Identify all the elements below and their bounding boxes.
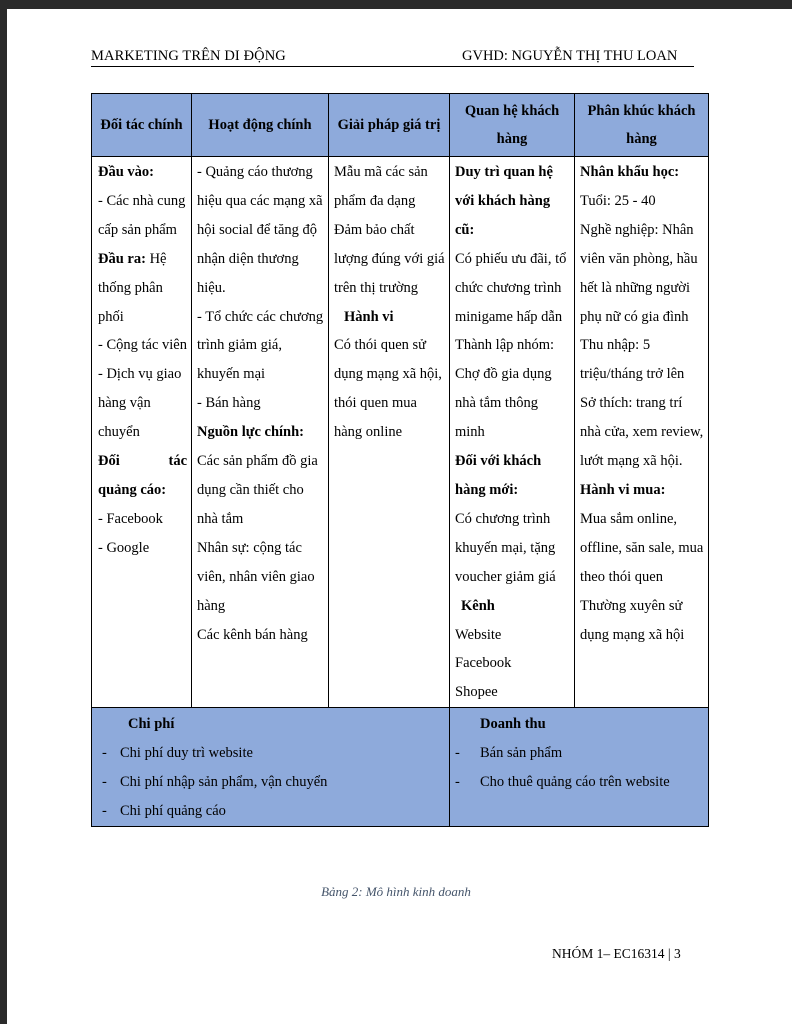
header-rule (91, 66, 694, 67)
segment-frequent: Thường xuyên sử dụng mạng xã hội (580, 597, 685, 643)
revenue-item: Bán sản phẩm (480, 745, 563, 762)
activity-item: - Bán hàng (197, 395, 261, 412)
cell-key-partners (92, 157, 192, 708)
old-customer-label: Duy trì quan hệ với khách hàng cũ: (455, 164, 553, 238)
col-header-key-activities: Hoạt động chính (192, 94, 329, 157)
ads-item: - Facebook (98, 510, 163, 527)
cost-item: Chi phí nhập sản phẩm, vận chuyển (120, 774, 328, 791)
cell-value-proposition (329, 157, 450, 708)
list-item: - Chi phí duy trì website (92, 739, 449, 768)
list-item: - Bán sản phẩm (450, 739, 708, 768)
col-header-customer-segments: Phân khúc khách hàng (575, 94, 709, 157)
segment-income: Thu nhập: 5 triệu/tháng trở lên (580, 337, 685, 383)
old-customer-text: Có phiếu ưu đãi, tổ chức chương trình minigame hấp dẫn (455, 250, 567, 325)
window-top-bar (0, 0, 792, 9)
list-item: - Chi phí nhập sản phẩm, vận chuyển (92, 768, 449, 797)
cell-cost-structure (92, 708, 450, 827)
table-caption: Bảng 2: Mô hình kinh doanh (321, 884, 471, 899)
segment-hobby: Sở thích: trang trí nhà cửa, xem review, lướt mạng xã hội. (580, 395, 704, 470)
table-header-row (92, 94, 709, 157)
activity-item: - Tổ chức các chương trình giảm giá, khuyến mại (197, 308, 324, 383)
segment-age: Tuổi: 25 - 40 (580, 192, 656, 209)
channel-item: Website (455, 626, 502, 643)
col-header-key-partners: Đối tác chính (92, 94, 192, 157)
output-text: Hệ thống phân phối (98, 250, 167, 325)
list-item: - Chi phí quảng cáo (92, 797, 449, 826)
activity-item: - Quảng cáo thương hiệu qua các mạng xã hội social để tăng độ nhận diện thương hiệu. (197, 164, 323, 296)
value-text: Đảm bảo chất lượng đúng với giá trên thị trường (334, 221, 445, 296)
resources-label: Nguồn lực chính: (197, 424, 305, 441)
ads-label-row (98, 447, 187, 476)
value-text: Mẫu mã các sản phẩm đa dạng (334, 164, 428, 209)
cell-revenue-streams (450, 708, 709, 827)
resource-item: Các sản phẩm đồ gia dụng cần thiết cho nhà tắm (197, 453, 318, 527)
cost-item: Chi phí quảng cáo (120, 803, 226, 820)
ads-label-word: tác (168, 453, 187, 470)
new-customer-label: Đối với khách hàng mới: (455, 453, 542, 498)
segment-behavior: Mua sắm online, offline, săn sale, mua theo thói quen (580, 510, 704, 585)
value-text: Có thói quen sử dụng mạng xã hội, thói quen mua hàng online (334, 337, 442, 441)
ads-label-word: Đối (98, 453, 120, 470)
output-item: - Cộng tác viên (98, 337, 187, 354)
ads-label: quảng cáo: (98, 481, 167, 498)
ads-item: - Google (98, 539, 150, 556)
list-item: - Cho thuê quảng cáo trên website (450, 768, 708, 797)
table-body-row (92, 157, 709, 708)
segment-job: Nghề nghiệp: Nhân viên văn phòng, hầu hết là những người phụ nữ có gia đình (580, 221, 698, 325)
output-item: - Dịch vụ giao hàng vận chuyển (98, 366, 182, 441)
page-footer: NHÓM 1– EC16314 | 3 (552, 946, 681, 961)
col-header-value-proposition: Giải pháp giá trị (329, 94, 450, 157)
buying-behavior-label: Hành vi mua: (580, 481, 666, 498)
header-title: MARKETING TRÊN DI ĐỘNG (91, 48, 286, 64)
revenue-item: Cho thuê quảng cáo trên website (480, 774, 670, 791)
cell-customer-relationships (450, 157, 575, 708)
behavior-label: Hành vi (344, 308, 394, 325)
header-instructor: GVHD: NGUYỄN THỊ THU LOAN (462, 48, 678, 64)
new-customer-text: Có chương trình khuyến mại, tặng voucher giảm giá (455, 510, 556, 585)
cell-customer-segments (575, 157, 709, 708)
group-text: Thành lập nhóm: Chợ đồ gia dụng nhà tắm thông minh (455, 337, 555, 441)
demographics-label: Nhân khẩu học: (580, 164, 680, 180)
revenue-title: Doanh thu (480, 716, 546, 733)
channel-label: Kênh (461, 597, 495, 614)
input-item: - Các nhà cung cấp sản phẩm (98, 192, 186, 238)
business-model-canvas-table (91, 93, 709, 827)
cell-key-activities (192, 157, 329, 708)
costs-title: Chi phí (128, 716, 175, 733)
table-footer-row (92, 708, 709, 827)
col-header-customer-relationships: Quan hệ khách hàng (450, 94, 575, 157)
resource-item: Nhân sự: cộng tác viên, nhân viên giao hàng (197, 539, 315, 614)
channel-item: Facebook (455, 655, 512, 672)
channel-item: Shopee (455, 684, 498, 701)
cost-item: Chi phí duy trì website (120, 745, 253, 762)
resource-item: Các kênh bán hàng (197, 626, 308, 643)
output-label: Đầu ra: (98, 250, 146, 267)
input-label: Đầu vào: (98, 164, 154, 180)
